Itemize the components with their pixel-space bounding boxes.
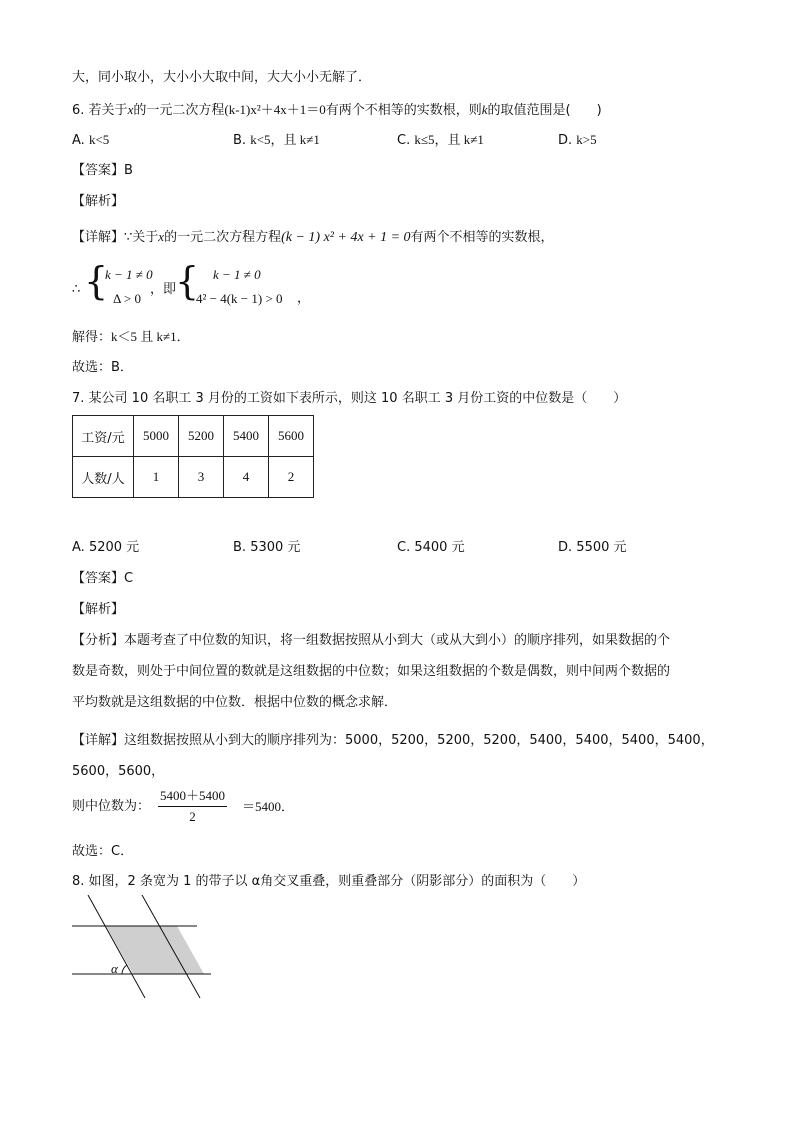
- ji-text: ，即: [150, 282, 177, 297]
- solve-result: k＜5 且 k≠1．: [111, 329, 190, 344]
- option-label: B.: [233, 133, 247, 148]
- table-cell: 3: [179, 457, 224, 498]
- detail-tag: 【详解】: [72, 733, 125, 748]
- option-label: C.: [397, 133, 411, 148]
- option-c: [397, 131, 484, 150]
- answer-value: C: [124, 571, 134, 586]
- option-text: 5300 元: [250, 540, 301, 555]
- var-x: x: [127, 102, 134, 117]
- solve-line: [72, 328, 190, 347]
- question-7-stem: [72, 390, 626, 408]
- answer-value: B: [124, 163, 133, 178]
- angle-label: α: [111, 961, 118, 976]
- option-text: 5400 元: [414, 540, 465, 555]
- question-number: 6.: [72, 103, 85, 118]
- table-row: [73, 457, 314, 498]
- solve-prefix: 解得：: [72, 330, 112, 345]
- option-b: [233, 131, 320, 150]
- overlap-figure: [60, 895, 220, 1005]
- option-text: 5500 元: [576, 540, 627, 555]
- question-number: 7.: [72, 391, 85, 406]
- stem-text: 如图，2 条宽为 1 的带子以 α角交叉重叠，则重叠部分（阴影部分）的面积为（ ）: [88, 874, 586, 889]
- question-6-stem: [72, 101, 602, 120]
- table-cell: 1: [134, 457, 179, 498]
- system1-line2: Δ > 0: [113, 291, 141, 306]
- fraction-denominator: 2: [189, 809, 196, 824]
- option-text: k≤5，且 k≠1: [414, 132, 484, 147]
- option-text: k<5，且 k≠1: [250, 132, 320, 147]
- equation: (k − 1) x² + 4x + 1 = 0: [281, 230, 411, 245]
- left-brace: {: [175, 259, 200, 303]
- option-d: [558, 131, 597, 150]
- detail-line: [72, 732, 714, 750]
- detail-tag: 【详解】: [72, 230, 125, 245]
- table-cell: 2: [269, 457, 314, 498]
- salary-table: [72, 415, 314, 498]
- answer-tag: 【答案】: [72, 163, 125, 178]
- comma: ，: [297, 291, 311, 306]
- system1-line1: k − 1 ≠ 0: [105, 267, 153, 282]
- table-cell: 5600: [269, 416, 314, 457]
- median-fraction: [158, 788, 227, 825]
- option-a: [72, 131, 109, 150]
- option-b: [233, 539, 300, 557]
- fenxi-line: 平均数就是这组数据的中位数．根据中位数的概念求解．: [72, 695, 398, 710]
- median-prefix: 则中位数为：: [72, 799, 151, 814]
- choice-line: 故选：C．: [72, 844, 134, 859]
- stem-text: 某公司 10 名职工 3 月份的工资如下表所示，则这 10 名职工 3 月份工资的中位数是（ ）: [88, 391, 627, 406]
- table-cell: 4: [224, 457, 269, 498]
- fraction-numerator: 5400＋5400: [158, 788, 227, 807]
- option-c: [397, 539, 465, 557]
- option-label: A.: [72, 540, 85, 555]
- therefore-symbol: ∴: [72, 282, 81, 297]
- answer-line: [72, 162, 133, 180]
- option-label: D.: [558, 540, 573, 555]
- table-cell: 5200: [179, 416, 224, 457]
- detail-line: 5600，5600，: [72, 764, 165, 779]
- question-number: 8.: [72, 874, 85, 889]
- option-d: [558, 539, 627, 557]
- system2-line1: k − 1 ≠ 0: [213, 267, 261, 282]
- stem-text: 的一元二次方程: [133, 103, 225, 118]
- detail-line: [72, 228, 554, 247]
- option-text: 5200 元: [88, 540, 140, 555]
- var-x: x: [158, 229, 165, 244]
- analysis-tag: 【解析】: [72, 194, 125, 209]
- option-label: B.: [233, 540, 247, 555]
- detail-text: ∵关于: [124, 230, 159, 245]
- system2-line2: 4² − 4(k − 1) > 0: [196, 291, 283, 306]
- left-brace: {: [84, 259, 109, 303]
- row-header: 工资/元: [73, 416, 134, 457]
- fenxi-text: 本题考查了中位数的知识，将一组数据按照从小到大（或从大到小）的顺序排列，如果数据的个: [124, 633, 671, 648]
- answer-line: [72, 570, 133, 588]
- option-text: k>5: [576, 132, 597, 147]
- shaded-region: [106, 926, 204, 974]
- option-label: A.: [72, 133, 85, 148]
- option-label: D.: [558, 133, 573, 148]
- stem-text: 有两个不相等的实数根，则: [325, 103, 482, 118]
- table-cell: 5000: [134, 416, 179, 457]
- analysis-tag: 【解析】: [72, 602, 125, 617]
- detail-text: 的一元二次方程方程: [164, 230, 282, 245]
- equation: (k-1)x²＋4x＋1＝0: [224, 102, 326, 117]
- table-row: [73, 416, 314, 457]
- var-k: k: [481, 102, 488, 117]
- fenxi-tag: 【分析】: [72, 633, 125, 648]
- median-result: ＝5400．: [242, 799, 295, 814]
- detail-text: 有两个不相等的实数根，: [410, 230, 554, 245]
- detail-text: 这组数据按照从小到大的顺序排列为：5000，5200，5200，5200，5400，5400，5400，5400，: [124, 733, 714, 748]
- angle-arc: [122, 965, 127, 974]
- fenxi-line: [72, 632, 670, 650]
- fenxi-line: 数是奇数，则处于中间位置的数就是这组数据的中位数；如果这组数据的个数是偶数，则中间两个数据的: [72, 664, 671, 679]
- table-cell: 5400: [224, 416, 269, 457]
- option-text: k<5: [88, 132, 110, 147]
- choice-line: 故选：B．: [72, 360, 133, 375]
- question-8-stem: [72, 873, 585, 891]
- row-header: 人数/人: [73, 457, 134, 498]
- stem-text: 的取值范围是( ): [487, 103, 602, 118]
- answer-tag: 【答案】: [72, 571, 125, 586]
- option-a: [72, 539, 139, 557]
- stem-text: 若关于: [88, 103, 128, 118]
- carryover-line: 大，同小取小，大小小大取中间，大大小小无解了．: [72, 70, 372, 85]
- option-label: C.: [397, 540, 411, 555]
